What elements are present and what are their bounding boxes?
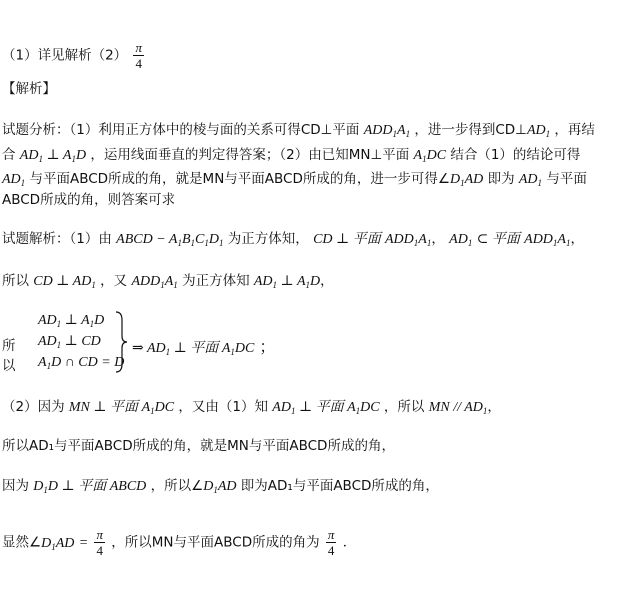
analysis-heading: 【解析】 <box>2 81 56 97</box>
analysis-line-1: 试题分析：（1）利用正方体中的棱与面的关系可得CD⊥平面 $ADD_1A_1$ ，进一步得到$CD\perp AD_1$ ，再结 <box>2 122 595 139</box>
analysis-line-3: $AD_1$ 与平面ABCD所成的角，就是MN与平面ABCD所成的角，进一步可得$\angle D_1AD$ 即为 $AD_1$ 与平面 <box>2 171 587 188</box>
system-rows: $AD_1$ ⊥ $A_1D$ $AD_1$ ⊥ CD $A_1D$ ∩ CD = D <box>38 313 125 371</box>
solution-line-4: 所以AD₁与平面ABCD所成的角，就是MN与平面ABCD所成的角， <box>2 438 395 454</box>
solution-line-1: 试题解析：（1）由 ABCD − $A_1B_1C_1D_1$ 为正方体知， CD ⊥ 平面 $ADD_1A_1$， $AD_1$ ⊂ 平面 $ADD_1A_1$， <box>2 231 584 248</box>
solution-line-5: 因为 $D_1D$ ⊥ 平面 ABCD ，所以$\angle D_1AD$ 即为AD₁与平面ABCD所成的角， <box>2 478 439 495</box>
solution-line-2: 所以 CD ⊥ $AD_1$ ，又 $ADD_1A_1$ 为正方体知 $AD_1$ ⊥ $A_1D$， <box>2 273 334 290</box>
answer-line <box>2 40 146 71</box>
answer-text: （1）详见解析（2） <box>2 47 128 64</box>
system-label: 所以 <box>2 338 16 374</box>
pi-over-four: $\frac{\pi}{4}$ <box>135 40 142 71</box>
pi-over-four: $\frac{\pi}{4}$ <box>327 527 335 558</box>
solution-line-3: （2）因为 MN ⊥ 平面 $A_1DC$ ，又由（1）知 $AD_1$ ⊥ 平面 $A_1DC$ ，所以 MN // $AD_1$， <box>2 399 501 416</box>
analysis-line-2: 合 $AD_1$ ⊥ $A_1D$ ，运用线面垂直的判定得答案；（2）由已知MN⊥平面 $A_1DC$ 结合（1）的结论可得 <box>2 147 581 164</box>
pi-over-four: $\frac{\pi}{4}$ <box>96 527 103 558</box>
analysis-line-4: ABCD所成的角，则答案可求 <box>2 192 176 208</box>
system-result: ⇒ $AD_1$ ⊥ 平面 $A_1DC$ ； <box>132 337 276 357</box>
solution-line-6: 显然$\angle D_1AD$ = $\frac{\pi}{4}$ ，所以MN与平面ABCD所成的角为 $\frac{\pi}{4}$ ． <box>2 527 357 558</box>
right-brace-icon <box>114 310 128 374</box>
